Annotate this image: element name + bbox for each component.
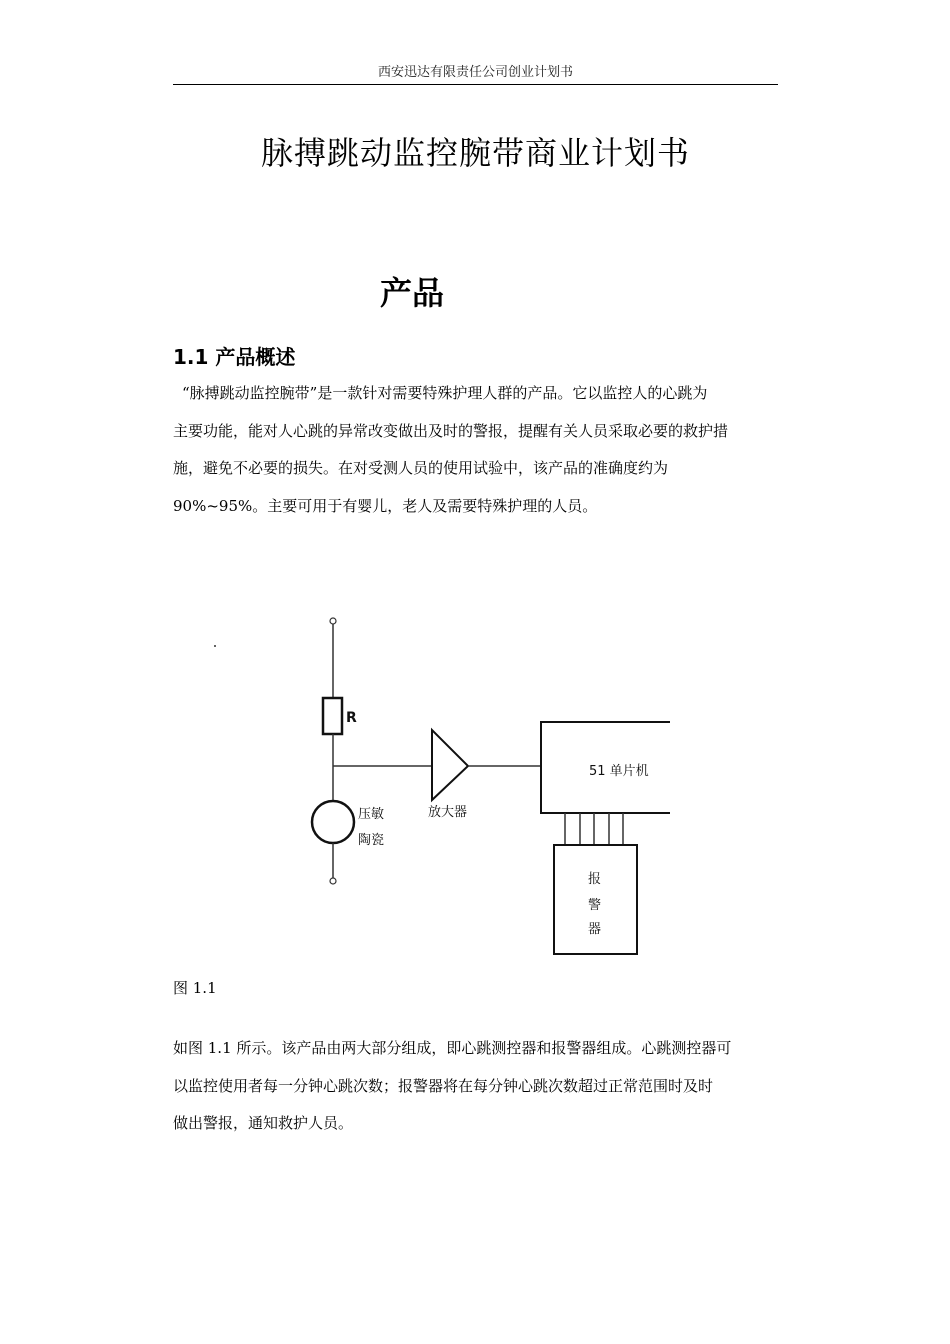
chapter-title: 产品 — [380, 274, 445, 312]
bottom-terminal — [330, 878, 336, 884]
top-terminal — [330, 618, 336, 624]
paragraph-line: 90%~95%。主要可用于有婴儿，老人及需要特殊护理的人员。 — [173, 496, 598, 515]
sensor-label-line2: 陶瓷 — [358, 833, 385, 848]
section-heading: 1.1 产品概述 — [173, 345, 296, 369]
piezo-sensor-symbol — [312, 801, 354, 843]
amplifier-symbol — [432, 730, 468, 800]
alarm-label-line1: 报 — [588, 872, 602, 887]
paragraph-line: 主要功能，能对人心跳的异常改变做出及时的警报，提醒有关人员采取必要的救护措 — [173, 421, 729, 440]
product-overview-paragraph — [173, 375, 778, 525]
page-header: 西安迅达有限责任公司创业计划书 — [173, 62, 778, 85]
paragraph-line: 以监控使用者每一分钟心跳次数；报警器将在每分钟心跳次数超过正常范围时及时 — [173, 1076, 714, 1095]
alarm-label-line3: 器 — [588, 922, 602, 937]
stray-dot — [214, 645, 216, 647]
figure-description-paragraph — [173, 1030, 778, 1143]
resistor-symbol — [323, 698, 342, 734]
mcu-label: 51 单片机 — [589, 764, 649, 779]
amplifier-label: 放大器 — [428, 805, 468, 820]
circuit-diagram — [170, 600, 670, 970]
document-title: 脉搏跳动监控腕带商业计划书 — [260, 134, 690, 172]
sensor-label-line1: 压敏 — [358, 807, 385, 822]
paragraph-line: “脉搏跳动监控腕带”是一款针对需要特殊护理人群的产品。它以监控人的心跳为 — [182, 384, 708, 402]
alarm-label-line2: 警 — [588, 898, 602, 913]
paragraph-line: 如图 1.1 所示。该产品由两大部分组成，即心跳测控器和报警器组成。心跳测控器可 — [173, 1039, 732, 1057]
resistor-label: R — [346, 710, 357, 726]
mcu-alarm-bus — [565, 813, 623, 845]
figure-caption: 图 1.1 — [173, 979, 217, 997]
paragraph-line: 做出警报，通知救护人员。 — [173, 1114, 354, 1132]
paragraph-line: 施，避免不必要的损失。在对受测人员的使用试验中，该产品的准确度约为 — [173, 459, 669, 477]
